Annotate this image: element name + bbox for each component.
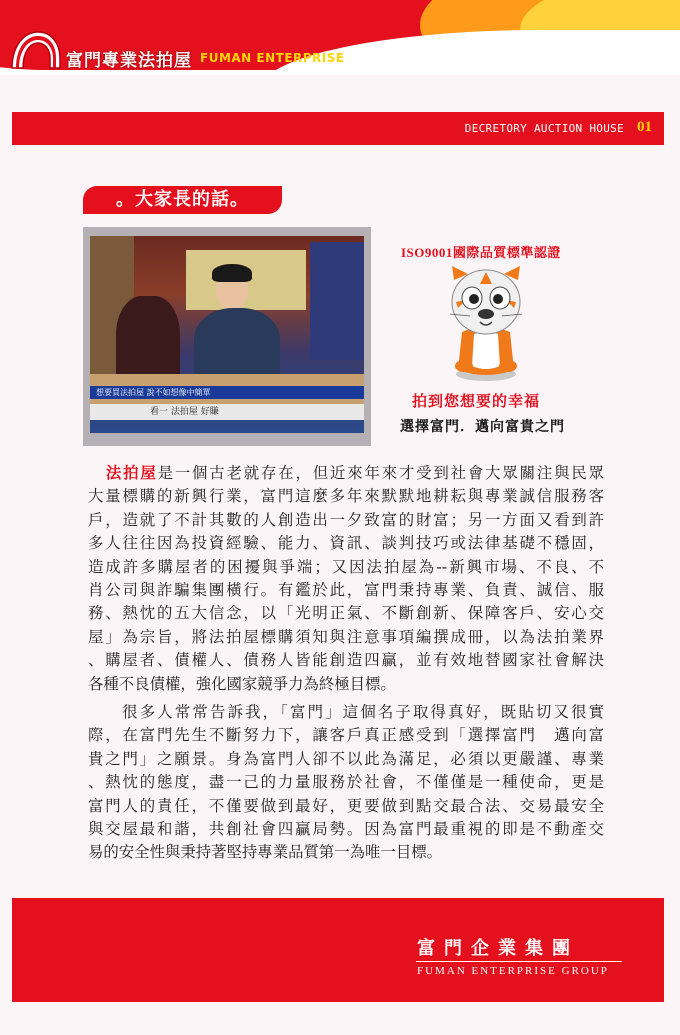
mission-paragraph [88,701,604,865]
footer-company-english: FUMAN ENTERPRISE GROUP [417,965,609,977]
paragraph-line: 戶，造就了不計其數的人創造出一夕致富的財富；另一方面又看到許 [88,510,604,529]
studio-right-screen [310,242,364,360]
brand-name-chinese: 富門專業法拍屋 [66,51,192,71]
footer-divider [416,961,622,962]
tv-caption-bar: 想要買法拍屋 說不如想像中簡單 [90,386,364,399]
paragraph-line: 務、熱忱的五大信念，以「光明正氣、不斷創新、保障客戶、安心交 [88,604,604,623]
title-bar [12,112,664,145]
intro-paragraph [88,462,604,696]
footer-company-chinese: 富門企業集團 [417,938,579,958]
slogan-line-2: 選擇富門．邁向富貴之門 [400,420,565,435]
paragraph-line: 法拍屋是一個古老就存在，但近來年來才受到社會大眾關注與民眾 [104,464,604,482]
page-number: 01 [637,119,652,135]
paragraph-line: 與交屋最和諧，共創社會四贏局勢。因為富門最重視的即是不動產交 [88,820,604,839]
section-heading [83,186,282,214]
paragraph-line: 多人往往因為投資經驗、能力、資訊、談判技巧或法律基礎不穩固， [88,534,604,553]
fuman-logo-icon [8,28,62,74]
page-footer [12,898,664,1002]
iso-certification-text: ISO9001國際品質標準認證 [401,245,561,260]
paragraph-line: 際，在富門先生不斷努力下，讓客戶真正感受到「選擇富門 邁向富 [88,726,604,745]
paragraph-line: 屋」為宗旨，將法拍屋標購須知與注意事項編撰成冊，以為法拍業界 [88,627,604,646]
paragraph-line: 、購屋者、債權人、債務人皆能創造四贏，並有效地替國家社會解決 [88,651,604,670]
brand-name-english: FUMAN ENTERPRISE [200,51,345,65]
paragraph-line: 易的安全性與秉持著堅持專業品質第一為唯一目標。 [88,843,442,862]
paragraph-line: 富門人的責任，不僅要做到最好，更要做到點交最合法、交易最安全 [88,796,604,815]
title-bar-text: DECRETORY AUCTION HOUSE [464,122,624,135]
paragraph-line: 肖公司與詐騙集團橫行。有鑑於此，富門秉持專業、負責、誠信、服 [88,581,604,600]
host-suit [194,308,280,378]
paragraph-line: 各種不良債權，強化國家競爭力為終極目標。 [88,674,396,693]
paragraph-line: 、熱忱的態度，盡一己的力量服務於社會，不僅僅是一種使命，更是 [88,773,604,792]
paragraph-line: 大量標購的新興行業，富門這麼多年來默默地耕耘與專業誠信服務客 [88,487,604,506]
paragraph-line: 造成許多購屋者的困擾與爭端；又因法拍屋為--新興市場、不良、不 [88,557,604,576]
tv-photo-scene [90,236,364,433]
highlight-term: 法拍屋 [104,464,158,482]
host-hair [212,264,252,282]
paragraph-line: 貴之門」之願景。身為富門人卻不以此為滿足，必須以更嚴謹、專業 [88,749,604,768]
tv-interview-photo [83,227,371,446]
slogan-line-1: 拍到您想要的幸福 [412,394,541,410]
section-heading-text: 。大家長的話。 [116,189,249,210]
paragraph-line: 很多人常常告訴我，「富門」這個名子取得真好，既貼切又很實 [120,703,604,721]
tv-bottom-bar: 看一 法拍屋 好賺 [90,404,364,420]
tiger-mascot-icon [440,262,532,386]
